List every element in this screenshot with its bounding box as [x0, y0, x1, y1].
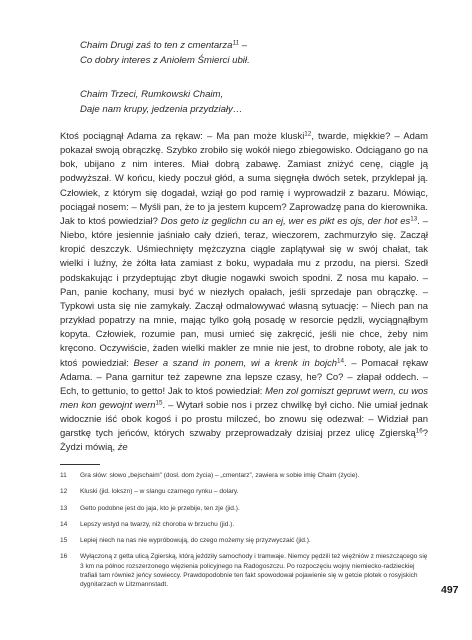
page-number: 497	[441, 584, 459, 596]
footnote	[60, 504, 430, 513]
verse-line: Chaim Trzeci, Rumkowski Chaim,	[80, 89, 224, 100]
footnote	[60, 520, 430, 529]
footnote	[60, 471, 430, 480]
footnotes	[60, 471, 430, 596]
footnote-ref: 14	[337, 357, 345, 364]
text-run: . – Niebo, które jesiennie jaśniało cały dzień, teraz, wieczorem, zachmurzyło się. Zaczął kropić deszczyk. Uśmiechnięty mężczyzna ciągle zaplątywał się w swój chałat, tak wielki i luźny, że żółta łata zamiast z boku, wypadała mu z przodu, na piersi. Szedł podskakując i przydeptując zbyt długie nogawki swoich spodni. Z nosa mu kapało. – Pan, panie kochany, musi być w niezłych opałach, jeśli sprzedaje pan obrączkę. – Typkowi usta się nie zamykały. Zaczął odmalowywać własną sytuację: – Niech pan na przykład popatrzy na mnie, mając tylko gołą posadę w resorcie pędzli, wyciągnąłbym kopyta. Człowiek, rozumie pan, musi umieć się zakręcić, jeśli nie chce, żeby nim kręcono. Oczywiście, żaden wielki makler ze mnie nie jest, to drobne roboty, ale jak to ktoś powiedział:	[60, 215, 429, 369]
footnote-ref: 15	[155, 399, 163, 407]
verse-text: –	[239, 40, 248, 51]
footnote-number: 15	[60, 537, 68, 545]
text-run: Ktoś pociągnął Adama za rękaw: – Ma pan może kluski	[60, 131, 305, 142]
verse-line: Co dobry interes z Aniołem Śmierci ubił.	[80, 54, 250, 66]
footnote-text: Wyłączoną z getta ulicą Zgierską, którą jeździły samochody i tramwaje. Niemcy pędzili też więźniów z mieszczącego się 3 km na północ rozszerzonego więzienia policyjnego na Radogoszczu. Po rozpoczęciu wojny niemiecko-radzieckiej trafiali tam również jeńcy sowieccy. Prawdopodobnie ten fakt spowodował pojawienie się w getcie plotek o rosyjskich dygnitarzach w Litzmannstadt.	[80, 553, 428, 588]
verse-stanza-1	[80, 39, 250, 68]
text-run: ? Żydzi mówią,	[60, 428, 428, 454]
footnote	[60, 536, 430, 545]
footnote-number: 13	[60, 504, 68, 512]
text-run: że	[117, 442, 128, 454]
verse-line	[80, 39, 250, 54]
footnote-divider	[60, 464, 100, 465]
body-paragraph	[60, 130, 428, 456]
text-run: , twarde, miękkie? – Adam pokazał swoją obrączkę. Szybko zrobiło się wokół niego zbiegowisko. Odciągano go na bok, ubijano z nim interes. Miał dobrą zabawę. Zamiast zniżyć cenę, ciągle ją podwyższał. W końcu, kiedy poczuł głód, a suma sięgnęła dwóch setek, przyklepał ją. Człowiek, z którym się dogadał, wziął go pod ramię i wyprowadził z bazaru. Mówiąc, pociągał nosem: – Myśli pan, że to ja jestem kupcem? Zaprowadzę pana do kierownika. Jak to ktoś powiedział?	[60, 131, 428, 227]
yiddish-quote: Men zol gorniszt gepruwt wern, cu wos men kon gewojnt wern	[60, 385, 428, 411]
footnote-ref: 16	[415, 427, 423, 435]
footnote-text: Lepiej niech na nas nie wypróbowują, do czego możemy się przyzwyczaić (jid.).	[80, 537, 311, 545]
text-run: . – Pomacał rękaw Adama. – Pana garnitur też zapewne zna lepsze czasy, he? Co? – złapał oddech. – Ech, to gettunio, to getto! Jak to ktoś powiedział:	[60, 357, 428, 397]
footnote-text: Kluski (jid. lokszn) – w slangu czarnego rynku – dolary.	[80, 488, 239, 496]
verse-text: Chaim Drugi zaś to ten z cmentarza	[80, 40, 233, 51]
footnote	[60, 487, 430, 496]
footnote-ref: 13	[410, 215, 418, 223]
yiddish-quote: Dos geto iz geglichn cu an ej, wer es pikt es ojs, der hot es	[160, 215, 411, 227]
verse-line: Daje nam krupy, jedzenia przydziały…	[80, 103, 243, 115]
footnote	[60, 552, 430, 588]
text-run: . – Wytarł sobie nos i przez chwilkę był cicho. Nie umiał jednak widocznie iść obok kogoś i po prostu milczeć, bo znowu się odezwał: – Widział pan garstkę tych jeńców, których szwaby przeprowadzały dzisiaj przez ulicę Zgierską	[60, 399, 428, 440]
footnote-text: Getto podobne jest do jaja, kto je przebije, ten zje (jid.).	[80, 504, 240, 512]
footnote-ref: 12	[304, 130, 312, 138]
body-text	[60, 130, 428, 456]
yiddish-quote: Beser a szand in ponem, wi a krenk in bojch	[133, 357, 338, 369]
footnote-number: 14	[60, 520, 68, 528]
verse-stanza-2	[80, 88, 242, 117]
footnote-number: 12	[60, 488, 68, 496]
footnote-text: Lepszy wstyd na twarzy, niż choroba w brzuchu (jid.).	[80, 520, 235, 528]
footnote-ref: 11	[232, 39, 240, 47]
footnote-number: 16	[60, 553, 68, 561]
footnote-text: Gra słów: słowo „bejschaim” (dosł. dom życia) – „cmentarz”, zawiera w sobie imię Chaim (życie).	[80, 472, 360, 479]
footnote-number: 11	[60, 472, 67, 479]
